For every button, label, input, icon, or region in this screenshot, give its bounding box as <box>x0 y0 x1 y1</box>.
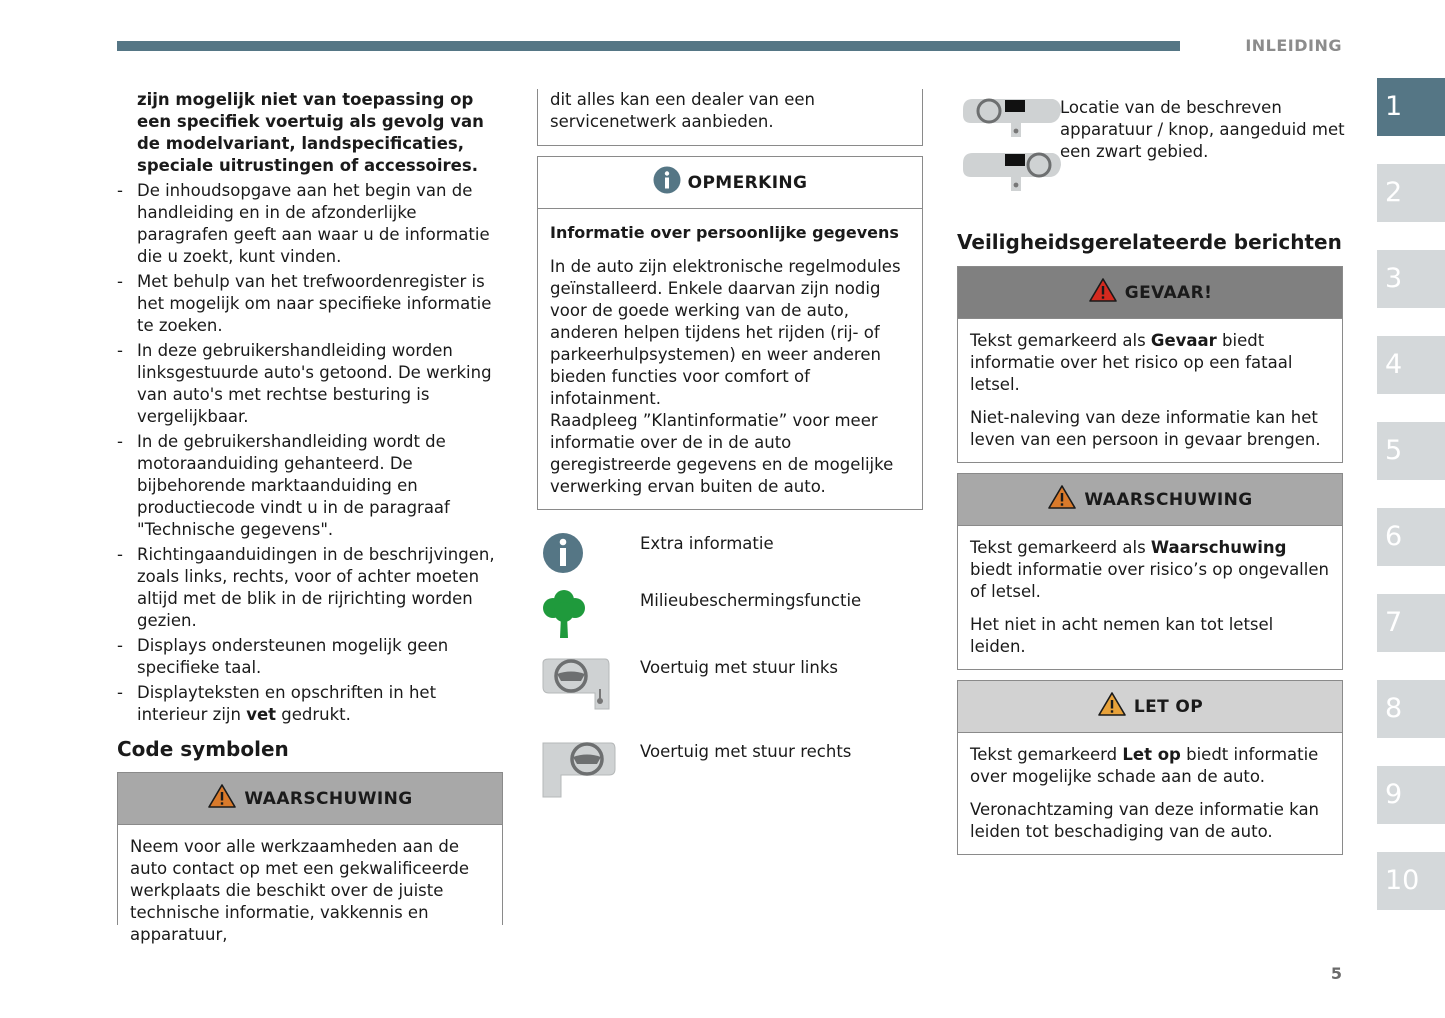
list-item-text: Displayteksten en opschriften in het interieur zijn <box>137 683 437 724</box>
warning-box-text: Neem voor alle werkzaamheden aan de auto contact op met een gekwalificeerde werkplaats die beschikt over de juiste technische informatie, vakkennis en apparatuur, <box>130 837 469 944</box>
warning-triangle-icon <box>1047 484 1077 516</box>
caution-box-text: Veronachtzaming van deze informatie kan leiden tot beschadiging van de auto. <box>970 800 1320 841</box>
danger-box-text <box>970 330 1330 396</box>
note-box-body <box>538 209 922 509</box>
text-span: Tekst gemarkeerd als <box>970 538 1151 557</box>
text-span: biedt informatie over mogelijke schade aan de auto. <box>970 745 1319 786</box>
danger-box-text: Niet-naleving van deze informatie kan het leven van een persoon in gevaar brengen. <box>970 408 1321 449</box>
warning-box-header <box>118 773 502 825</box>
caution-box-text <box>970 744 1330 788</box>
chapter-tab-8[interactable]: 8 <box>1377 680 1445 738</box>
warning-triangle-icon <box>207 783 237 815</box>
symbol-row <box>537 655 923 739</box>
text-span: Tekst gemarkeerd <box>970 745 1123 764</box>
text-span: biedt informatie over risico’s op ongevallen of letsel. <box>970 560 1329 601</box>
warning-box-text <box>970 537 1330 603</box>
bold-word: vet <box>246 705 277 724</box>
list-item-text: gedrukt. <box>276 705 351 724</box>
header-bar <box>117 41 1180 51</box>
note-box-title: OPMERKING <box>687 172 808 193</box>
symbol-label: Voertuig met stuur links <box>640 658 838 677</box>
list-item <box>117 682 503 726</box>
symbol-row <box>537 531 923 588</box>
chapter-tab-10[interactable]: 10 <box>1377 852 1445 910</box>
caution-box <box>957 680 1343 855</box>
warning-box-body <box>958 526 1342 669</box>
note-box <box>537 156 923 510</box>
location-text: Locatie van de beschreven apparatuur / knop, aangeduid met een zwart gebied. <box>1060 98 1345 161</box>
chapter-tab-7[interactable]: 7 <box>1377 594 1445 652</box>
continued-box-text: dit alles kan een dealer van een servicenetwerk aanbieden. <box>550 90 815 131</box>
chapter-tabs <box>1377 78 1445 938</box>
list-item: - In deze gebruikershandleiding worden linksgestuurde auto's getoond. De werking van auto's met rechtse besturing is vergelijkbaar. <box>117 340 503 428</box>
location-legend <box>957 97 1343 187</box>
column-right <box>957 97 1343 865</box>
danger-box <box>957 266 1343 463</box>
caution-box-body <box>958 733 1342 854</box>
steering-left-icon <box>541 655 621 715</box>
warning-box-header <box>958 474 1342 526</box>
caution-box-title: LET OP <box>1133 696 1204 717</box>
list-item: - Displays ondersteunen mogelijk geen specifieke taal. <box>117 635 503 679</box>
text-span: biedt informatie over het risico op een fataal letsel. <box>970 331 1293 394</box>
info-icon <box>653 166 681 200</box>
warning-box <box>957 473 1343 670</box>
tree-icon <box>541 588 621 648</box>
info-icon <box>541 531 621 591</box>
danger-box-header <box>958 267 1342 319</box>
warning-box-title: WAARSCHUWING <box>1084 489 1253 510</box>
location-dashboard-icon <box>961 97 1061 192</box>
bold-word: Waarschuwing <box>1150 538 1287 557</box>
warning-box-text: Het niet in acht nemen kan tot letsel leiden. <box>970 615 1274 656</box>
text-span: Tekst gemarkeerd als <box>970 331 1151 350</box>
caution-triangle-icon <box>1097 691 1127 723</box>
symbol-row <box>537 588 923 655</box>
chapter-tab-2[interactable]: 2 <box>1377 164 1445 222</box>
chapter-tab-5[interactable]: 5 <box>1377 422 1445 480</box>
page-number: 5 <box>1330 964 1342 983</box>
bold-word: Let op <box>1122 745 1181 764</box>
note-box-text: Raadpleeg ”Klantinformatie” voor meer informatie over de in de auto geregistreerde gegevens en de mogelijke verwerking ervan buiten de auto. <box>550 411 894 496</box>
list-item: - Richtingaanduidingen in de beschrijvingen, zoals links, rechts, voor of achter moeten altijd met de blik in de rijrichting worden gezien. <box>117 544 503 632</box>
note-box-header <box>538 157 922 209</box>
warning-box <box>117 772 503 944</box>
symbol-row <box>537 739 923 809</box>
list-item: - Met behulp van het trefwoordenregister is het mogelijk om naar specifieke informatie te zoeken. <box>117 271 503 337</box>
note-box-subtitle: Informatie over persoonlijke gegevens <box>550 223 899 242</box>
note-box-text: In de auto zijn elektronische regelmodules geïnstalleerd. Enkele daarvan zijn nodig voor de goede werking van de auto, anderen helpen tijdens het rijden (rij- of parkeerhulpsystemen) en weer anderen bieden functies voor comfort of infotainment. <box>550 257 901 408</box>
bullet-list <box>117 180 503 726</box>
bold-word: Gevaar <box>1150 331 1217 350</box>
caution-box-header <box>958 681 1342 733</box>
chapter-tab-9[interactable]: 9 <box>1377 766 1445 824</box>
section-heading: Veiligheidsgerelateerde berichten <box>957 230 1342 254</box>
list-item: - De inhoudsopgave aan het begin van de handleiding en in de afzonderlijke paragrafen geeft aan waar u de informatie die u zoekt, kunt vinden. <box>117 180 503 268</box>
chapter-tab-4[interactable]: 4 <box>1377 336 1445 394</box>
list-item: - In de gebruikershandleiding wordt de motoraanduiding gehanteerd. De bijbehorende marktaanduiding en productiecode vindt u in de paragraaf "Technische gegevens". <box>117 431 503 541</box>
danger-box-title: GEVAAR! <box>1124 282 1213 303</box>
chapter-tab-1[interactable]: 1 <box>1377 78 1445 136</box>
continued-paragraph: zijn mogelijk niet van toepassing op een specifiek voertuig als gevolg van de modelvariant, landspecificaties, speciale uitrustingen of accessoires. <box>137 90 484 175</box>
danger-triangle-icon <box>1088 277 1118 309</box>
symbol-label: Voertuig met stuur rechts <box>640 742 852 761</box>
symbol-label: Milieubeschermingsfunctie <box>640 591 862 610</box>
section-title: INLEIDING <box>1245 36 1342 55</box>
symbol-label: Extra informatie <box>640 534 774 553</box>
steering-right-icon <box>541 739 621 799</box>
column-middle <box>537 89 923 809</box>
chapter-tab-6[interactable]: 6 <box>1377 508 1445 566</box>
section-heading: Code symbolen <box>117 737 289 761</box>
danger-box-body <box>958 319 1342 462</box>
warning-box-title: WAARSCHUWING <box>244 788 413 809</box>
column-left <box>117 89 503 944</box>
continued-warning-box <box>537 89 923 146</box>
warning-box-body <box>118 825 502 957</box>
chapter-tab-3[interactable]: 3 <box>1377 250 1445 308</box>
